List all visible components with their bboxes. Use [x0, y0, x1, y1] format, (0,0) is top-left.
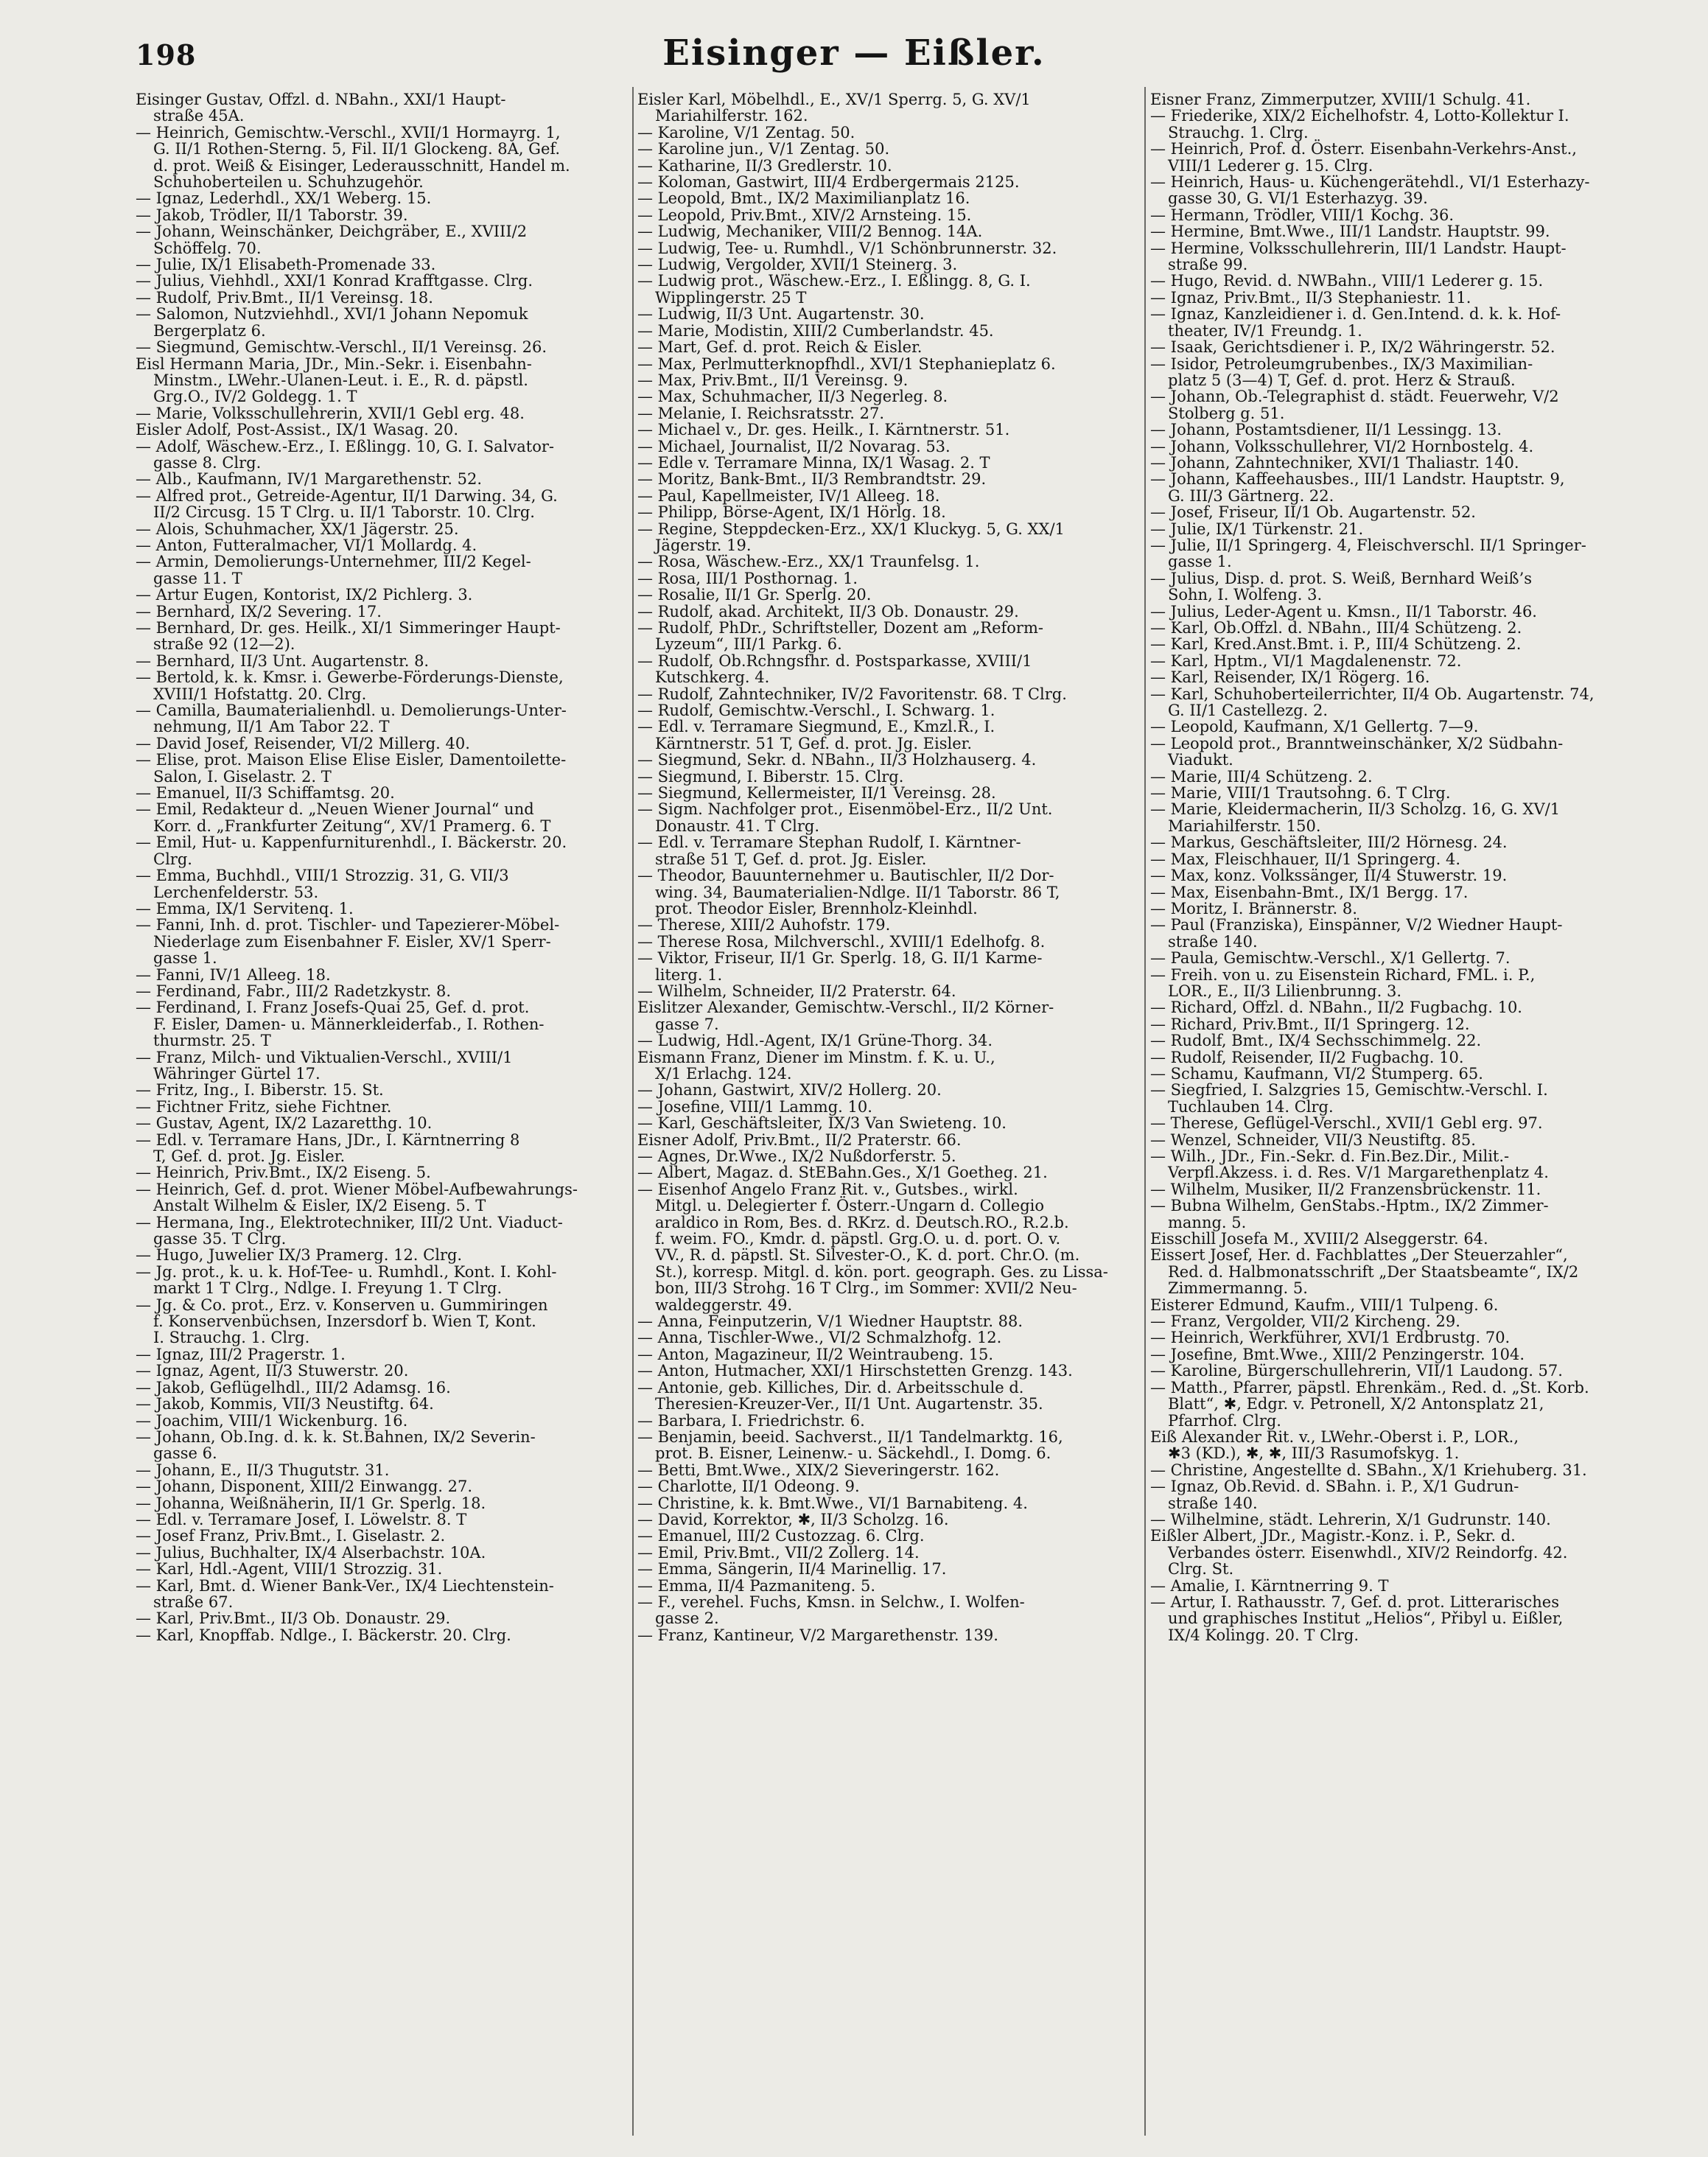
directory-entry: — Marie, III/4 Schützeng. 2. — [1150, 767, 1373, 786]
entry-continuation-line: Anstalt Wilhelm & Eisler, IX/2 Eiseng. 5. T — [153, 1197, 486, 1215]
directory-entry: — Julius, Buchhalter, IX/4 Alserbachstr. 10A. — [136, 1543, 486, 1562]
directory-entry: — Michael, Journalist, II/2 Novarag. 53. — [637, 437, 951, 455]
directory-entry: — Bernhard, II/3 Unt. Augartenstr. 8. — [136, 651, 430, 670]
directory-entry: — Leopold prot., Branntweinschänker, X/2 Südbahn- — [1150, 734, 1564, 752]
directory-entry: — Rosalie, II/1 Gr. Sperlg. 20. — [637, 586, 872, 604]
directory-entry: — Friederike, XIX/2 Eichelhofstr. 4, Lotto-Kollektur I. — [1150, 107, 1569, 125]
directory-entry: — Ferdinand, I. Franz Josefs-Quai 25, Gef. d. prot. — [136, 999, 530, 1017]
directory-entry: — Emma, II/4 Pazmaniteng. 5. — [637, 1576, 876, 1595]
entry-continuation-line: Clrg. St. — [1168, 1560, 1234, 1579]
directory-entry: — Siegmund, Gemischtw.-Verschl., II/1 Vereinsg. 26. — [136, 338, 547, 357]
directory-entry: — Heinrich, Werkführer, XVI/1 Erdbrustg. 70. — [1150, 1329, 1511, 1347]
directory-entry: — Melanie, I. Reichsratsstr. 27. — [637, 404, 884, 422]
directory-entry: Eisinger Gustav, Offzl. d. NBahn., XXI/1 Haupt- — [136, 91, 506, 108]
directory-entry: — Mart, Gef. d. prot. Reich & Eisler. — [637, 338, 923, 357]
entry-continuation-line: straße 99. — [1168, 256, 1248, 274]
directory-entry: — Elise, prot. Maison Elise Elise Eisler, Damentoilette- — [136, 751, 567, 769]
directory-entry: — Fichtner Fritz, siehe Fichtner. — [136, 1097, 392, 1116]
entry-continuation-line: straße 67. — [153, 1593, 234, 1611]
directory-entry: — Armin, Demolierungs-Unternehmer, III/2 Kegel- — [136, 553, 531, 571]
directory-entry: — Karl, Reisender, IX/1 Rögerg. 16. — [1150, 668, 1430, 687]
entry-continuation-line: nehmung, II/1 Am Tabor 22. T — [153, 718, 390, 736]
entry-continuation-line: Minstm., LWehr.-Ulanen-Leut. i. E., R. d. päpstl. — [153, 371, 528, 389]
directory-entry: Eismann Franz, Diener im Minstm. f. K. u. U., — [637, 1048, 995, 1066]
directory-entry: — Moritz, Bank-Bmt., II/3 Rembrandtstr. 29. — [637, 470, 987, 489]
directory-entry: — Antonie, geb. Killiches, Dir. d. Arbeitsschule d. — [637, 1378, 1024, 1396]
page-number: 198 — [136, 38, 197, 71]
directory-entry: — Rudolf, Zahntechniker, IV/2 Favoritenstr. 68. T Clrg. — [637, 685, 1067, 703]
directory-entry: Eißler Albert, JDr., Magistr.-Konz. i. P., Sekr. d. — [1150, 1527, 1516, 1545]
entry-continuation-line: Lerchenfelderstr. 53. — [153, 883, 319, 901]
directory-entry: — Philipp, Börse-Agent, IX/1 Hörlg. 18. — [637, 503, 946, 522]
directory-entry: — Johann, Ob.-Telegraphist d. städt. Feuerwehr, V/2 — [1150, 388, 1559, 406]
entry-continuation-line: Mariahilferstr. 162. — [655, 107, 808, 125]
entry-continuation-line: Tuchlauben 14. Clrg. — [1168, 1097, 1334, 1116]
entry-continuation-line: Schöffelg. 70. — [153, 239, 262, 257]
directory-entry: — Johann, Ob.Ing. d. k. k. St.Bahnen, IX/2 Severin- — [136, 1427, 536, 1446]
directory-entry: — Max, Fleischhauer, II/1 Springerg. 4. — [1150, 850, 1461, 868]
directory-entry: — Josef Franz, Priv.Bmt., I. Giselastr. 2. — [136, 1527, 446, 1545]
directory-entry: — Karl, Priv.Bmt., II/3 Ob. Donaustr. 29. — [136, 1609, 451, 1628]
entry-continuation-line: XVIII/1 Hofstattg. 20. Clrg. — [153, 685, 367, 703]
directory-entry: — Bubna Wilhelm, GenStabs.-Hptm., IX/2 Zimmer- — [1150, 1197, 1549, 1215]
directory-entry: — Ludwig prot., Wäschew.-Erz., I. Eßlingg. 8, G. I. — [637, 272, 1031, 290]
directory-entry: — Ludwig, Vergolder, XVII/1 Steinerg. 3. — [637, 256, 958, 274]
directory-entry: — Edl. v. Terramare Josef, I. Löwelstr. 8. T — [136, 1510, 467, 1528]
directory-entry: — Heinrich, Haus- u. Küchengerätehdl., VI/1 Esterhazy- — [1150, 173, 1590, 192]
directory-entry: — Isaak, Gerichtsdiener i. P., IX/2 Währingerstr. 52. — [1150, 338, 1555, 357]
directory-entry: — Johann, Gastwirt, XIV/2 Hollerg. 20. — [637, 1081, 942, 1100]
directory-entry: — Max, Eisenbahn-Bmt., IX/1 Bergg. 17. — [1150, 883, 1469, 901]
directory-entry: — Julius, Viehhdl., XXI/1 Konrad Krafftgasse. Clrg. — [136, 272, 533, 290]
directory-entry: — Emma, Buchhdl., VIII/1 Strozzig. 31, G. VII/3 — [136, 867, 509, 885]
entry-continuation-line: f. weim. FO., Kmdr. d. päpstl. Grg.O. u. d. port. O. v. — [655, 1230, 1061, 1248]
directory-entry: — Ludwig, II/3 Unt. Augartenstr. 30. — [637, 305, 925, 324]
column-divider — [632, 87, 634, 2136]
entry-continuation-line: ✱3 (KD.), ✱, ✱, III/3 Rasumofskyg. 1. — [1168, 1444, 1460, 1463]
directory-entry: — Artur, I. Rathausstr. 7, Gef. d. prot. Litterarisches — [1150, 1593, 1560, 1611]
directory-entry: — Christine, k. k. Bmt.Wwe., VI/1 Barnabiteng. 4. — [637, 1494, 1028, 1512]
directory-entry: — Viktor, Friseur, II/1 Gr. Sperlg. 18, G. II/1 Karme- — [637, 949, 1043, 968]
directory-entry: — Ignaz, Agent, II/3 Stuwerstr. 20. — [136, 1362, 409, 1380]
directory-entry: — Johann, Weinschänker, Deichgräber, E., XVIII/2 — [136, 223, 528, 241]
directory-entry: — Heinrich, Priv.Bmt., IX/2 Eiseng. 5. — [136, 1164, 431, 1182]
directory-entry: — Ludwig, Mechaniker, VIII/2 Bennog. 14A. — [637, 223, 983, 241]
directory-entry: — Richard, Offzl. d. NBahn., II/2 Fugbachg. 10. — [1150, 999, 1522, 1017]
entry-continuation-line: II/2 Circusg. 15 T Clrg. u. II/1 Taborstr. 10. Clrg. — [153, 503, 535, 522]
entry-continuation-line: thurmstr. 25. T — [153, 1032, 271, 1050]
directory-entry: Eisl Hermann Maria, JDr., Min.-Sekr. i. Eisenbahn- — [136, 354, 532, 373]
directory-entry: — Betti, Bmt.Wwe., XIX/2 Sieveringerstr. 162. — [637, 1461, 1000, 1479]
directory-entry: — Ignaz, Kanzleidiener i. d. Gen.Intend. d. k. k. Hof- — [1150, 305, 1561, 324]
entry-continuation-line: wing. 34, Baumaterialien-Ndlge. II/1 Taborstr. 86 T, — [655, 883, 1060, 901]
directory-entry: — Paul, Kapellmeister, IV/1 Alleeg. 18. — [637, 486, 940, 505]
directory-entry: — Hermann, Trödler, VIII/1 Kochg. 36. — [1150, 206, 1455, 224]
directory-entry: — Ludwig, Hdl.-Agent, IX/1 Grüne-Thorg. 34. — [637, 1032, 993, 1050]
directory-entry: — Marie, Kleidermacherin, II/3 Scholzg. 16, G. XV/1 — [1150, 800, 1561, 819]
directory-column-1 — [136, 91, 631, 2140]
directory-entry: — Michael v., Dr. ges. Heilk., I. Kärntnerstr. 51. — [637, 421, 1010, 439]
entry-continuation-line: Grg.O., IV/2 Goldegg. 1. T — [153, 388, 357, 406]
directory-entry: — Wilhelmine, städt. Lehrerin, X/1 Gudrunstr. 140. — [1150, 1510, 1551, 1528]
entry-continuation-line: G. III/3 Gärtnerg. 22. — [1168, 486, 1334, 505]
directory-entry: — Edle v. Terramare Minna, IX/1 Wasag. 2. T — [637, 453, 990, 472]
directory-entry: — Julie, IX/1 Elisabeth-Promenade 33. — [136, 256, 436, 274]
page-header-title: Eisinger — Eißler. — [662, 32, 1046, 74]
directory-entry: Eisler Adolf, Post-Assist., IX/1 Wasag. 20. — [136, 421, 459, 439]
entry-continuation-line: straße 140. — [1168, 932, 1258, 951]
directory-entry: — Emil, Hut- u. Kappenfurniturenhdl., I. Bäckerstr. 20. — [136, 833, 567, 852]
directory-entry: — Sigm. Nachfolger prot., Eisenmöbel-Erz., II/2 Unt. — [637, 800, 1053, 819]
directory-entry: — Adolf, Wäschew.-Erz., I. Eßlingg. 10, G. I. Salvator- — [136, 437, 555, 455]
directory-entry: — Rudolf, Priv.Bmt., II/1 Vereinsg. 18. — [136, 288, 433, 307]
directory-entry: — Johann, Postamtsdiener, II/1 Lessingg. 13. — [1150, 421, 1502, 439]
directory-entry: — Hermana, Ing., Elektrotechniker, III/2 Unt. Viaduct- — [136, 1213, 563, 1231]
directory-entry: Eisner Adolf, Priv.Bmt., II/2 Praterstr. 66. — [637, 1130, 962, 1149]
entry-continuation-line: straße 92 (12—2). — [153, 635, 295, 654]
directory-entry: — Karl, Kred.Anst.Bmt. i. P., III/4 Schützeng. 2. — [1150, 635, 1522, 654]
directory-entry: — Agnes, Dr.Wwe., IX/2 Nußdorferstr. 5. — [637, 1147, 956, 1165]
directory-entry: — Christine, Angestellte d. SBahn., X/1 Kriehuberg. 31. — [1150, 1461, 1587, 1479]
directory-entry: — Schamu, Kaufmann, VI/2 Stumperg. 65. — [1150, 1064, 1483, 1083]
directory-entry: — Wilhelm, Musiker, II/2 Franzensbrückenstr. 11. — [1150, 1180, 1541, 1198]
directory-entry: — Isidor, Petroleumgrubenbes., IX/3 Maximilian- — [1150, 354, 1533, 373]
directory-entry: — Rudolf, PhDr., Schriftsteller, Dozent am „Reform- — [637, 619, 1043, 637]
entry-continuation-line: Verbandes österr. Eisenwhdl., XIV/2 Reindorfg. 42. — [1168, 1543, 1568, 1562]
directory-entry: — Paula, Gemischtw.-Verschl., X/1 Gellertg. 7. — [1150, 949, 1511, 968]
directory-entry: — Therese Rosa, Milchverschl., XVIII/1 Edelhofg. 8. — [637, 932, 1046, 951]
directory-entry: — Rosa, III/1 Posthornag. 1. — [637, 569, 858, 587]
directory-entry: Eiß Alexander Rit. v., LWehr.-Oberst i. P., LOR., — [1150, 1427, 1519, 1446]
entry-continuation-line: straße 45A. — [153, 107, 245, 125]
entry-continuation-line: waldeggerstr. 49. — [655, 1296, 793, 1314]
directory-entry: — Jg. prot., k. u. k. Hof-Tee- u. Rumhdl., Kont. I. Kohl- — [136, 1262, 557, 1281]
directory-entry: — Barbara, I. Friedrichstr. 6. — [637, 1411, 865, 1430]
directory-entry: — Siegmund, Kellermeister, II/1 Vereinsg. 28. — [637, 784, 996, 803]
directory-entry: — Fanni, IV/1 Alleeg. 18. — [136, 965, 331, 984]
directory-entry: — Johanna, Weißnäherin, II/1 Gr. Sperlg. 18. — [136, 1494, 486, 1512]
directory-entry: — Alfred prot., Getreide-Agentur, II/1 Darwing. 34, G. — [136, 486, 558, 505]
directory-entry: — Markus, Geschäftsleiter, III/2 Hörnesg. 24. — [1150, 833, 1508, 852]
directory-entry: — Ignaz, Ob.Revid. d. SBahn. i. P., X/1 Gudrun- — [1150, 1478, 1519, 1496]
directory-entry: — Rudolf, Ob.Rchngsfhr. d. Postsparkasse, XVIII/1 — [637, 651, 1032, 670]
directory-entry: — Johann, Zahntechniker, XVI/1 Thaliastr. 140. — [1150, 453, 1519, 472]
directory-entry: Eisschill Josefa M., XVIII/2 Alseggerstr. 64. — [1150, 1230, 1488, 1248]
directory-entry: — Marie, VIII/1 Trautsohng. 6. T Clrg. — [1150, 784, 1451, 803]
entry-continuation-line: G. II/1 Castellezg. 2. — [1168, 702, 1329, 720]
entry-continuation-line: Blatt“, ✱, Edgr. v. Petronell, X/2 Antonsplatz 21, — [1168, 1395, 1544, 1413]
directory-column-3 — [1150, 91, 1662, 2140]
directory-entry: — Anton, Magazineur, II/2 Weintraubeng. 15. — [637, 1345, 993, 1363]
directory-entry: — Karoline, Bürgerschullehrerin, VII/1 Laudong. 57. — [1150, 1362, 1563, 1380]
directory-entry: — Benjamin, beeid. Sachverst., II/1 Tandelmarktg. 16, — [637, 1427, 1063, 1446]
entry-continuation-line: manng. 5. — [1168, 1213, 1247, 1231]
directory-entry: — Eisenhof Angelo Franz Rit. v., Gutsbes., wirkl. — [637, 1180, 1018, 1198]
entry-continuation-line: gasse 8. Clrg. — [153, 453, 262, 472]
directory-entry: — Fritz, Ing., I. Biberstr. 15. St. — [136, 1081, 384, 1100]
entry-continuation-line: Theresien-Kreuzer-Ver., II/1 Unt. Augartenstr. 35. — [655, 1395, 1043, 1413]
directory-entry: — Joachim, VIII/1 Wickenburg. 16. — [136, 1411, 408, 1430]
directory-entry: — Hermine, Bmt.Wwe., III/1 Landstr. Hauptstr. 99. — [1150, 223, 1550, 241]
entry-continuation-line: Bergerplatz 6. — [153, 321, 266, 340]
directory-entry: — Koloman, Gastwirt, III/4 Erdbergermais 2125. — [637, 173, 1020, 192]
entry-continuation-line: prot. Theodor Eisler, Brennholz-Kleinhdl. — [655, 899, 978, 917]
entry-continuation-line: Zimmermanng. 5. — [1168, 1279, 1308, 1298]
entry-continuation-line: Korr. d. „Frankfurter Zeitung“, XV/1 Pramerg. 6. T — [153, 817, 551, 835]
entry-continuation-line: Verpfl.Akzess. i. d. Res. V/1 Margarethenplatz 4. — [1168, 1164, 1549, 1182]
directory-entry: — Rudolf, Reisender, II/2 Fugbachg. 10. — [1150, 1048, 1464, 1066]
directory-entry: — Hermine, Volksschullehrerin, III/1 Landstr. Haupt- — [1150, 239, 1567, 257]
directory-entry: Eisler Karl, Möbelhdl., E., XV/1 Sperrg. 5, G. XV/1 — [637, 91, 1031, 108]
entry-continuation-line: Niederlage zum Eisenbahner F. Eisler, XV/1 Sperr- — [153, 932, 551, 951]
entry-continuation-line: gasse 11. T — [153, 569, 242, 587]
directory-entry: — Karoline jun., V/1 Zentag. 50. — [637, 140, 890, 158]
entry-continuation-line: Wipplingerstr. 25 T — [655, 288, 807, 307]
directory-entry: — Heinrich, Gef. d. prot. Wiener Möbel-Aufbewahrungs- — [136, 1180, 578, 1198]
entry-continuation-line: Strauchg. 1. Clrg. — [1168, 123, 1309, 141]
directory-entry: — Johann, Volksschullehrer, VI/2 Hornbostelg. 4. — [1150, 437, 1534, 455]
entry-continuation-line: Pfarrhof. Clrg. — [1168, 1411, 1281, 1430]
directory-entry: — Rosa, Wäschew.-Erz., XX/1 Traunfelsg. 1. — [637, 553, 980, 571]
directory-entry: — Rudolf, Bmt., IX/4 Sechsschimmelg. 22. — [1150, 1032, 1482, 1050]
directory-entry: — Karl, Hptm., VI/1 Magdalenenstr. 72. — [1150, 651, 1462, 670]
directory-entry: — Jakob, Trödler, II/1 Taborstr. 39. — [136, 206, 408, 224]
entry-continuation-line: f. Konservenbüchsen, Inzersdorf b. Wien T, Kont. — [153, 1312, 536, 1331]
directory-entry: — Julie, II/1 Springerg. 4, Fleischverschl. II/1 Springer- — [1150, 536, 1586, 554]
directory-entry: — Wilhelm, Schneider, II/2 Praterstr. 64. — [637, 982, 956, 1000]
entry-continuation-line: und graphisches Institut „Helios“, Přibyl u. Eißler, — [1168, 1609, 1564, 1628]
directory-entry: — Leopold, Priv.Bmt., XIV/2 Arnsteing. 15. — [637, 206, 972, 224]
entry-continuation-line: gasse 6. — [153, 1444, 217, 1463]
directory-entry: — David, Korrektor, ✱, II/3 Scholzg. 16. — [637, 1510, 949, 1528]
directory-entry: Eisterer Edmund, Kaufm., VIII/1 Tulpeng. 6. — [1150, 1296, 1499, 1314]
directory-entry: — Julie, IX/1 Türkenstr. 21. — [1150, 520, 1364, 538]
directory-entry: — Johann, Disponent, XIII/2 Einwangg. 27. — [136, 1478, 473, 1496]
directory-entry: — Hugo, Revid. d. NWBahn., VIII/1 Lederer g. 15. — [1150, 272, 1544, 290]
directory-entry: — Bernhard, IX/2 Severing. 17. — [136, 602, 382, 620]
directory-entry: — Jakob, Geflügelhdl., III/2 Adamsg. 16. — [136, 1378, 451, 1396]
directory-entry: — Franz, Kantineur, V/2 Margarethenstr. 139. — [637, 1626, 998, 1644]
directory-entry: — Ludwig, Tee- u. Rumhdl., V/1 Schönbrunnerstr. 32. — [637, 239, 1057, 257]
directory-entry: — Emil, Priv.Bmt., VII/2 Zollerg. 14. — [637, 1543, 920, 1562]
directory-entry: Eissert Josef, Her. d. Fachblattes „Der Steuerzahler“, — [1150, 1246, 1568, 1265]
directory-entry: — Max, Perlmutterknopfhdl., XVI/1 Stephanieplatz 6. — [637, 354, 1056, 373]
entry-continuation-line: Kutschkerg. 4. — [655, 668, 770, 687]
entry-continuation-line: markt 1 T Clrg., Ndlge. I. Freyung 1. T Clrg. — [153, 1279, 503, 1298]
directory-entry: — Siegmund, I. Biberstr. 15. Clrg. — [637, 767, 904, 786]
directory-entry: — Paul (Franziska), Einspänner, V/2 Wiedner Haupt- — [1150, 916, 1563, 934]
entry-continuation-line: gasse 1. — [1168, 553, 1232, 571]
directory-entry: — Katharine, II/3 Gredlerstr. 10. — [637, 156, 892, 175]
entry-continuation-line: Red. d. Halbmonatsschrift „Der Staatsbeamte“, IX/2 — [1168, 1262, 1579, 1281]
directory-entry: — Edl. v. Terramare Hans, JDr., I. Kärntnerring 8 — [136, 1130, 520, 1149]
directory-entry: — Karoline, V/1 Zentag. 50. — [637, 123, 855, 141]
directory-entry: — Marie, Volksschullehrerin, XVII/1 Gebl erg. 48. — [136, 404, 525, 422]
entry-continuation-line: prot. B. Eisner, Leinenw.- u. Säckehdl., I. Domg. 6. — [655, 1444, 1051, 1463]
directory-entry: — Charlotte, II/1 Odeong. 9. — [637, 1478, 860, 1496]
directory-entry: — Ignaz, Priv.Bmt., II/3 Stephaniestr. 11. — [1150, 288, 1471, 307]
entry-continuation-line: araldico in Rom, Bes. d. RKrz. d. Deutsch.RO., R.2.b. — [655, 1213, 1069, 1231]
entry-continuation-line: T, Gef. d. prot. Jg. Eisler. — [153, 1147, 346, 1165]
directory-entry: — Karl, Knopffab. Ndlge., I. Bäckerstr. 20. Clrg. — [136, 1626, 511, 1644]
directory-entry: — David Josef, Reisender, VI/2 Millerg. 40. — [136, 734, 470, 752]
directory-entry: Eisner Franz, Zimmerputzer, XVIII/1 Schulg. 41. — [1150, 91, 1531, 108]
directory-entry: — Max, Schuhmacher, II/3 Negerleg. 8. — [637, 388, 948, 406]
directory-entry: — Alb., Kaufmann, IV/1 Margarethenstr. 52. — [136, 470, 483, 489]
directory-entry: — Ignaz, Lederhdl., XX/1 Weberg. 15. — [136, 189, 432, 208]
directory-entry: — Franz, Milch- und Viktualien-Verschl., XVIII/1 — [136, 1048, 513, 1066]
directory-entry: — Rudolf, akad. Architekt, II/3 Ob. Donaustr. 29. — [637, 602, 1019, 620]
entry-continuation-line: Donaustr. 41. T Clrg. — [655, 817, 820, 835]
entry-continuation-line: F. Eisler, Damen- u. Männerkleiderfab., I. Rothen- — [153, 1015, 545, 1033]
directory-entry: — Wilh., JDr., Fin.-Sekr. d. Fin.Bez.Dir., Milit.- — [1150, 1147, 1510, 1165]
directory-entry: — Ignaz, III/2 Pragerstr. 1. — [136, 1345, 346, 1363]
directory-entry: — Karl, Schuhoberteilerrichter, II/4 Ob. Augartenstr. 74, — [1150, 685, 1595, 703]
directory-entry: — Alois, Schuhmacher, XX/1 Jägerstr. 25. — [136, 520, 459, 538]
directory-entry: — Emanuel, III/2 Custozzag. 6. Clrg. — [637, 1527, 925, 1545]
directory-entry: — F., verehel. Fuchs, Kmsn. in Selchw., I. Wolfen- — [637, 1593, 1025, 1611]
directory-entry: — Wenzel, Schneider, VII/3 Neustiftg. 85. — [1150, 1130, 1476, 1149]
entry-continuation-line: Sohn, I. Wolfeng. 3. — [1168, 586, 1323, 604]
directory-entry: — Richard, Priv.Bmt., II/1 Springerg. 12. — [1150, 1015, 1470, 1033]
entry-continuation-line: Salon, I. Giselastr. 2. T — [153, 767, 332, 786]
directory-entry: — Artur Eugen, Kontorist, IX/2 Pichlerg. 3. — [136, 586, 473, 604]
entry-continuation-line: literg. 1. — [655, 965, 723, 984]
directory-entry: — Edl. v. Terramare Siegmund, E., Kmzl.R., I. — [637, 718, 995, 736]
directory-entry: — Johann, E., II/3 Thugutstr. 31. — [136, 1461, 390, 1479]
entry-continuation-line: gasse 35. T Clrg. — [153, 1230, 287, 1248]
directory-entry: — Matth., Pfarrer, päpstl. Ehrenkäm., Red. d. „St. Korb. — [1150, 1378, 1589, 1396]
directory-entry: — Siegmund, Sekr. d. NBahn., II/3 Holzhauserg. 4. — [637, 751, 1037, 769]
entry-continuation-line: Stolberg g. 51. — [1168, 404, 1285, 422]
directory-entry: — Rudolf, Gemischtw.-Verschl., I. Schwarg. 1. — [637, 702, 995, 720]
directory-entry: — Fanni, Inh. d. prot. Tischler- und Tapezierer-Möbel- — [136, 916, 560, 934]
entry-continuation-line: Clrg. — [153, 850, 192, 868]
directory-entry: — Heinrich, Gemischtw.-Verschl., XVII/1 Hormayrg. 1, — [136, 123, 561, 141]
entry-continuation-line: platz 5 (3—4) T, Gef. d. prot. Herz & Strauß. — [1168, 371, 1516, 389]
directory-entry: — Jakob, Kommis, VII/3 Neustiftg. 64. — [136, 1395, 434, 1413]
directory-entry: — Freih. von u. zu Eisenstein Richard, FML. i. P., — [1150, 965, 1536, 984]
directory-entry: — Julius, Disp. d. prot. S. Weiß, Bernhard Weiß’s — [1150, 569, 1533, 587]
directory-entry: — Theodor, Bauunternehmer u. Bautischler, II/2 Dor- — [637, 867, 1054, 885]
directory-entry: — Karl, Bmt. d. Wiener Bank-Ver., IX/4 Liechtenstein- — [136, 1576, 554, 1595]
entry-continuation-line: bon, III/3 Strohg. 16 T Clrg., im Sommer: XVII/2 Neu- — [655, 1279, 1077, 1298]
entry-continuation-line: Mitgl. u. Delegierter f. Österr.-Ungarn d. Collegio — [655, 1197, 1045, 1215]
directory-entry: — Anton, Hutmacher, XXI/1 Hirschstetten Grenzg. 143. — [637, 1362, 1073, 1380]
entry-continuation-line: Jägerstr. 19. — [655, 536, 752, 554]
directory-entry: — Amalie, I. Kärntnerring 9. T — [1150, 1576, 1389, 1595]
directory-entry: — Camilla, Baumaterialienhdl. u. Demolierungs-Unter- — [136, 702, 567, 720]
entry-continuation-line: straße 51 T, Gef. d. prot. Jg. Eisler. — [655, 850, 927, 868]
entry-continuation-line: LOR., E., II/3 Lilienbrunng. 3. — [1168, 982, 1401, 1000]
directory-entry: — Max, Priv.Bmt., II/1 Vereinsg. 9. — [637, 371, 909, 389]
entry-continuation-line: G. II/1 Rothen-Sterng. 5, Fil. II/1 Glockeng. 8A, Gef. — [153, 140, 561, 158]
directory-entry: — Siegfried, I. Salzgries 15, Gemischtw.-Verschl. I. — [1150, 1081, 1548, 1100]
directory-entry: — Emma, Sängerin, II/4 Marinellig. 17. — [637, 1560, 947, 1579]
directory-entry: — Franz, Vergolder, VII/2 Kircheng. 29. — [1150, 1312, 1460, 1331]
directory-entry: — Ferdinand, Fabr., III/2 Radetzkystr. 8. — [136, 982, 452, 1000]
directory-entry: — Regine, Steppdecken-Erz., XX/1 Kluckyg. 5, G. XX/1 — [637, 520, 1065, 538]
directory-entry: — Anna, Feinputzerin, V/1 Wiedner Hauptstr. 88. — [637, 1312, 1023, 1331]
entry-continuation-line: Mariahilferstr. 150. — [1168, 817, 1321, 835]
directory-entry: — Josefine, VIII/1 Lammg. 10. — [637, 1097, 872, 1116]
directory-entry: — Max, konz. Volkssänger, II/4 Stuwerstr. 19. — [1150, 867, 1508, 885]
directory-entry: — Emma, IX/1 Servitenq. 1. — [136, 899, 354, 917]
entry-continuation-line: Kärntnerstr. 51 T, Gef. d. prot. Jg. Eisler. — [655, 734, 973, 752]
entry-continuation-line: straße 140. — [1168, 1494, 1258, 1512]
directory-entry: — Karl, Geschäftsleiter, IX/3 Van Swieteng. 10. — [637, 1114, 1007, 1133]
entry-continuation-line: theater, IV/1 Freundg. 1. — [1168, 321, 1362, 340]
entry-continuation-line: gasse 2. — [655, 1609, 719, 1628]
entry-continuation-line: VIII/1 Lederer g. 15. Clrg. — [1168, 156, 1373, 175]
entry-continuation-line: I. Strauchg. 1. Clrg. — [153, 1329, 310, 1347]
entry-continuation-line: X/1 Erlachg. 124. — [655, 1064, 792, 1083]
directory-entry: — Leopold, Kaufmann, X/1 Gellertg. 7—9. — [1150, 718, 1479, 736]
directory-entry: — Josefine, Bmt.Wwe., XIII/2 Penzingerstr. 104. — [1150, 1345, 1525, 1363]
entry-continuation-line: IX/4 Kolingg. 20. T Clrg. — [1168, 1626, 1359, 1644]
directory-column-2 — [637, 91, 1146, 2140]
directory-entry: — Bernhard, Dr. ges. Heilk., XI/1 Simmeringer Haupt- — [136, 619, 561, 637]
entry-continuation-line: Viadukt. — [1168, 751, 1233, 769]
directory-entry: — Josef, Friseur, II/1 Ob. Augartenstr. 52. — [1150, 503, 1476, 522]
entry-continuation-line: St.), korresp. Mitgl. d. kön. port. geograph. Ges. zu Lissa- — [655, 1262, 1108, 1281]
directory-entry: — Leopold, Bmt., IX/2 Maximilianplatz 16. — [637, 189, 970, 208]
entry-continuation-line: d. prot. Weiß & Eisinger, Lederausschnitt, Handel m. — [153, 156, 570, 175]
directory-entry: — Edl. v. Terramare Stephan Rudolf, I. Kärntner- — [637, 833, 1021, 852]
directory-entry: — Marie, Modistin, XIII/2 Cumberlandstr. 45. — [637, 321, 994, 340]
entry-continuation-line: gasse 1. — [153, 949, 217, 968]
directory-entry: — Moritz, I. Brännerstr. 8. — [1150, 899, 1357, 917]
directory-entry: — Emanuel, II/3 Schiffamtsg. 20. — [136, 784, 395, 803]
directory-entry: — Heinrich, Prof. d. Österr. Eisenbahn-Verkehrs-Anst., — [1150, 140, 1577, 158]
directory-entry: — Hugo, Juwelier IX/3 Pramerg. 12. Clrg. — [136, 1246, 463, 1265]
entry-continuation-line: Lyzeum“, III/1 Parkg. 6. — [655, 635, 842, 654]
directory-entry: — Johann, Kaffeehausbes., III/1 Landstr. Hauptstr. 9, — [1150, 470, 1565, 489]
directory-entry: — Jg. & Co. prot., Erz. v. Konserven u. Gummiringen — [136, 1296, 548, 1314]
directory-entry: — Emil, Redakteur d. „Neuen Wiener Journal“ und — [136, 800, 534, 819]
directory-entry: Eislitzer Alexander, Gemischtw.-Verschl., II/2 Körner- — [637, 999, 1054, 1017]
entry-continuation-line: Währinger Gürtel 17. — [153, 1064, 321, 1083]
entry-continuation-line: gasse 7. — [655, 1015, 719, 1033]
entry-continuation-line: gasse 30, G. VI/1 Esterhazyg. 39. — [1168, 189, 1428, 208]
directory-entry: — Salomon, Nutzviehhdl., XVI/1 Johann Nepomuk — [136, 305, 528, 324]
directory-entry: — Julius, Leder-Agent u. Kmsn., II/1 Taborstr. 46. — [1150, 602, 1537, 620]
entry-continuation-line: VV., R. d. päpstl. St. Silvester-O., K. d. port. Chr.O. (m. — [655, 1246, 1080, 1265]
directory-entry: — Gustav, Agent, IX/2 Lazaretthg. 10. — [136, 1114, 433, 1133]
directory-entry: — Albert, Magaz. d. StEBahn.Ges., X/1 Goetheg. 21. — [637, 1164, 1048, 1182]
entry-continuation-line: Schuhoberteilen u. Schuhzugehör. — [153, 173, 424, 192]
directory-entry: — Anna, Tischler-Wwe., VI/2 Schmalzhofg. 12. — [637, 1329, 1002, 1347]
directory-entry: — Bertold, k. k. Kmsr. i. Gewerbe-Förderungs-Dienste, — [136, 668, 564, 687]
directory-entry: — Karl, Ob.Offzl. d. NBahn., III/4 Schützeng. 2. — [1150, 619, 1522, 637]
directory-entry: — Therese, XIII/2 Auhofstr. 179. — [637, 916, 891, 934]
directory-entry: — Anton, Futteralmacher, VI/1 Mollardg. 4. — [136, 536, 477, 554]
directory-entry: — Karl, Hdl.-Agent, VIII/1 Strozzig. 31. — [136, 1560, 443, 1579]
directory-entry: — Therese, Geflügel-Verschl., XVII/1 Gebl erg. 97. — [1150, 1114, 1543, 1133]
